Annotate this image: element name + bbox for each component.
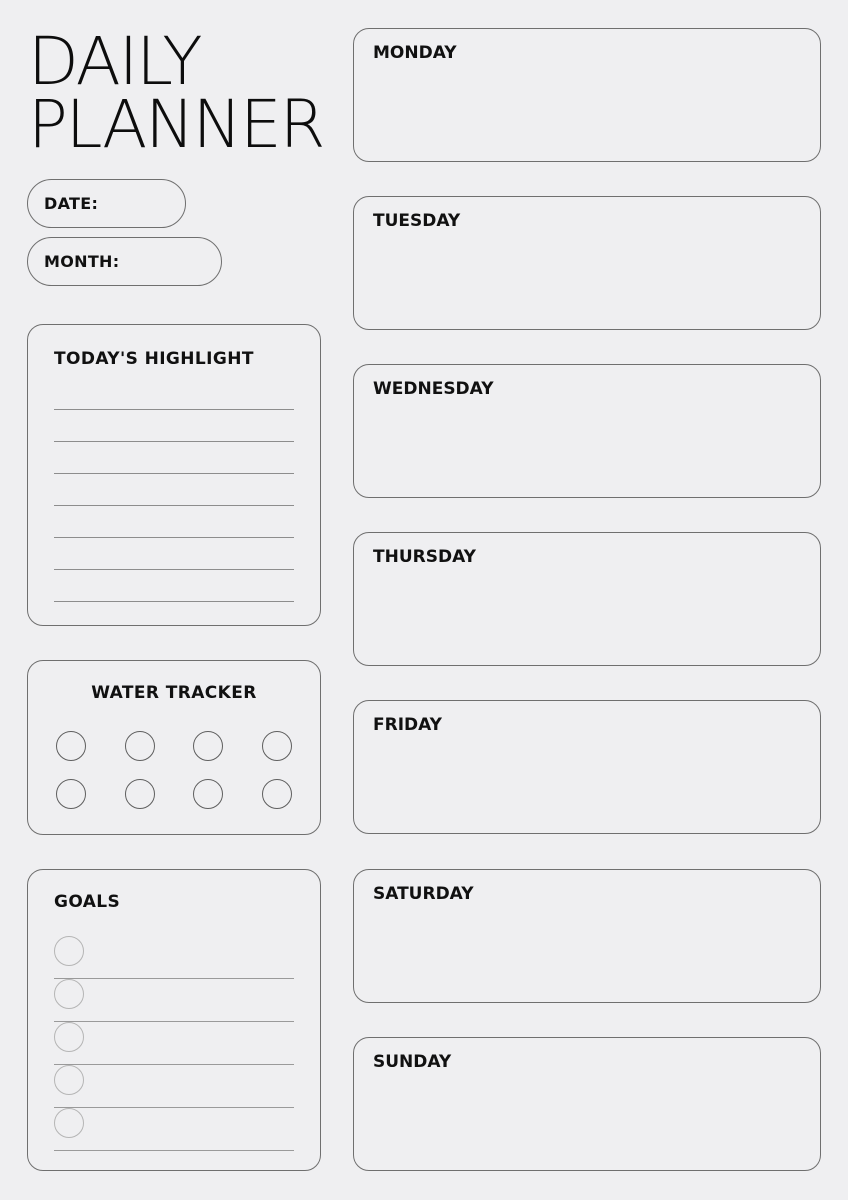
goal-item[interactable]: [54, 1108, 294, 1151]
day-label: TUESDAY: [373, 211, 461, 231]
highlight-line[interactable]: [54, 537, 294, 538]
goal-line: [54, 1150, 294, 1151]
goal-checkbox[interactable]: [54, 1108, 84, 1138]
water-glass-circle[interactable]: [56, 779, 86, 809]
date-field[interactable]: [27, 179, 186, 228]
day-label: SATURDAY: [373, 884, 474, 904]
day-box-tuesday[interactable]: [353, 196, 821, 330]
goal-item[interactable]: [54, 1022, 294, 1065]
highlight-line[interactable]: [54, 601, 294, 602]
goal-item[interactable]: [54, 936, 294, 979]
title-line-2: PLANNER: [28, 86, 324, 163]
highlight-line[interactable]: [54, 409, 294, 410]
day-label: MONDAY: [373, 43, 457, 63]
day-box-saturday[interactable]: [353, 869, 821, 1003]
goal-checkbox[interactable]: [54, 1065, 84, 1095]
day-box-wednesday[interactable]: [353, 364, 821, 498]
day-label: WEDNESDAY: [373, 379, 494, 399]
goal-checkbox[interactable]: [54, 936, 84, 966]
goals-title: GOALS: [54, 892, 121, 912]
highlight-line[interactable]: [54, 473, 294, 474]
month-field[interactable]: [27, 237, 222, 286]
water-tracker-box: [27, 660, 321, 835]
water-glass-circle[interactable]: [125, 779, 155, 809]
day-label: SUNDAY: [373, 1052, 452, 1072]
day-box-thursday[interactable]: [353, 532, 821, 666]
day-box-friday[interactable]: [353, 700, 821, 834]
water-glass-circle[interactable]: [125, 731, 155, 761]
page-title: [28, 23, 324, 163]
title-line-1: DAILY: [28, 23, 201, 100]
water-glass-circle[interactable]: [193, 779, 223, 809]
highlight-line[interactable]: [54, 505, 294, 506]
day-label: THURSDAY: [373, 547, 476, 567]
water-glass-circle[interactable]: [262, 731, 292, 761]
date-label: DATE:: [44, 194, 99, 213]
month-label: MONTH:: [44, 252, 120, 271]
water-glass-circle[interactable]: [262, 779, 292, 809]
highlight-line[interactable]: [54, 569, 294, 570]
goal-item[interactable]: [54, 1065, 294, 1108]
water-tracker-title: WATER TRACKER: [91, 683, 257, 703]
day-box-sunday[interactable]: [353, 1037, 821, 1171]
todays-highlight-title: TODAY'S HIGHLIGHT: [54, 349, 254, 369]
goal-checkbox[interactable]: [54, 979, 84, 1009]
goals-box: [27, 869, 321, 1171]
goal-item[interactable]: [54, 979, 294, 1022]
highlight-line[interactable]: [54, 441, 294, 442]
water-glass-circle[interactable]: [193, 731, 223, 761]
day-label: FRIDAY: [373, 715, 442, 735]
goal-checkbox[interactable]: [54, 1022, 84, 1052]
todays-highlight-box: [27, 324, 321, 626]
water-glass-circle[interactable]: [56, 731, 86, 761]
day-box-monday[interactable]: [353, 28, 821, 162]
